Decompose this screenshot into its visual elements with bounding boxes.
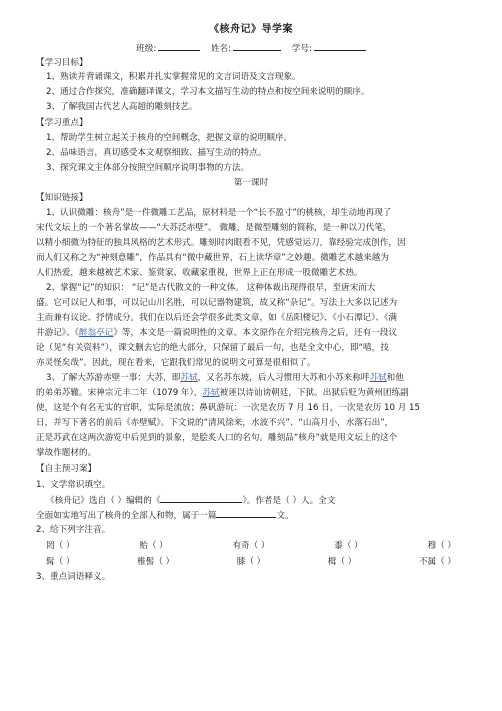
text-run: 文。 bbox=[276, 511, 294, 521]
paragraph-line: 正是苏武在这两次游览中后见到的景象，是脍炙人口的名句。雕刻品“核舟”就是用文坛上的这个 bbox=[36, 433, 398, 443]
text-run: 》。作者是（ ）人。全文 bbox=[242, 496, 336, 506]
paragraph-line: 论（见“有关资料”），课文删去它的绝大部分，只保留了最后一句，也是全文中心，即“嘻，技 bbox=[36, 343, 389, 353]
name-label: 姓名: bbox=[210, 44, 232, 54]
text-run: 井游记》、《 bbox=[36, 328, 79, 338]
text-run: 全面如实地写出了核舟的全部人和物，属于一篇 bbox=[36, 511, 217, 521]
name-blank[interactable] bbox=[233, 42, 281, 51]
phonetic-item[interactable]: 有奇（ ） bbox=[232, 541, 270, 551]
sushi-link[interactable]: 苏轼 bbox=[202, 388, 220, 398]
question-heading: 1、文学常识填空。 bbox=[36, 480, 111, 490]
goal-item: 3、了解我国古代艺人高超的雕刻技艺。 bbox=[46, 102, 198, 112]
text-run: 被诬以诗讪谤朝廷，下狱。出狱后贬为黄州团练副 bbox=[219, 388, 409, 398]
zuiwengting-link[interactable]: 醉翁亭记 bbox=[78, 328, 114, 338]
question-heading: 3、重点词语释义。 bbox=[36, 572, 111, 582]
paragraph-line: 使，这是个有名无实的官职，实际是流放；鼻矾游玩：一次是农历 7 月 16 日，一次是农历 10 月 15 bbox=[36, 403, 420, 413]
key-point-item: 3、探究课文主体部分按照空间顺序说明事物的方法。 bbox=[46, 163, 250, 173]
text-run: 和他 bbox=[386, 373, 404, 383]
book-title-blank[interactable] bbox=[160, 494, 242, 503]
paragraph-line: 而人们又称之为“神刻意雕”，作品具有“微中藏世界，石上读华章”之妙趣。微雕艺术越来越为 bbox=[36, 253, 389, 263]
paragraph-line: 掌故作题材的。 bbox=[36, 448, 97, 458]
phonetic-row bbox=[46, 540, 456, 553]
phonetic-item[interactable]: 黍（ ） bbox=[334, 541, 363, 551]
phonetic-item[interactable]: 楫（ ） bbox=[327, 557, 357, 567]
text-run: 《核舟记》选自（ ）编辑的《 bbox=[46, 496, 161, 506]
student-info-line bbox=[0, 42, 502, 54]
goal-item: 2、通过合作探究，准确翻译课文，学习本文描写生动的特点和按空间来说明的顺序。 bbox=[46, 87, 370, 97]
phonetic-item[interactable]: 穆（ ） bbox=[427, 541, 456, 551]
class-blank[interactable] bbox=[158, 42, 200, 51]
paragraph-line bbox=[36, 327, 397, 340]
id-blank[interactable] bbox=[314, 42, 366, 51]
paragraph-line: 1、认识微雕：核舟”是一件微雕工艺品，原材料是一个“长不盈寸”的桃核，却生动地再现了 bbox=[46, 208, 392, 218]
paragraph-line bbox=[36, 387, 409, 400]
paragraph-line bbox=[46, 372, 404, 385]
key-point-item: 2、品味语言，真切感受本文观察细致、描写生动的特点。 bbox=[46, 148, 267, 158]
document-title: 《核舟记》导学案 bbox=[209, 24, 293, 35]
class-label: 班级: bbox=[136, 44, 157, 54]
id-label: 学号: bbox=[291, 44, 312, 54]
text-run: 3、了解大苏游赤壁一事：大苏，即 bbox=[46, 373, 181, 383]
section-heading-preview: 【自主预习案】 bbox=[36, 464, 97, 474]
goal-item: 1、熟读并背诵课文，积累并扎实掌握常见的文言词语及文言现象。 bbox=[46, 72, 301, 82]
phonetic-item[interactable]: 罔（ ） bbox=[46, 541, 75, 551]
section-heading-knowledge: 【知识链接】 bbox=[36, 193, 88, 203]
question-line bbox=[36, 509, 294, 523]
paragraph-line: 主而兼有议论、抒情成分。我们在以后还会学很多此类文章，如《岳阳楼记》、《小石潭记》、《满 bbox=[36, 313, 397, 323]
text-run: ，又名苏东坡，后人习惯用大苏和小苏来称呼 bbox=[197, 373, 370, 383]
paragraph-line: 人们热爱，越来越被艺术家、鉴赏家、收藏家重视，世界上正在形成一股微雕艺术热。 bbox=[36, 268, 363, 278]
lesson-label: 第一课时 bbox=[233, 178, 269, 188]
paragraph-line: 以精小细微为特征的独具风格的艺术形式。雕刻时肉眼看不见，凭感觉运刀，靠经验完成创作，因 bbox=[36, 238, 406, 248]
sushi-link[interactable]: 苏轼 bbox=[369, 373, 387, 383]
phonetic-item[interactable]: 髯（ ） bbox=[46, 557, 75, 567]
phonetic-row bbox=[46, 556, 456, 569]
paragraph-line: 日，并写下著名的前后《赤壁赋》。下文说的“清风徐来，水波不兴”、“山高月小，水落石出”， bbox=[36, 418, 394, 428]
paragraph-line: 盛。它可以记人和事，可以记山川名胜，可以记器物建筑，故又称“杂记”。写法上大多以记述为 bbox=[36, 298, 398, 308]
genre-blank[interactable] bbox=[216, 509, 276, 518]
key-point-item: 1、帮助学生树立起关于核舟的空间概念，把握文章的说明顺序。 bbox=[46, 133, 293, 143]
question-heading: 2、给下列字注音。 bbox=[36, 525, 111, 535]
phonetic-item[interactable]: 膝（ ） bbox=[236, 557, 266, 567]
paragraph-line: 亦灵怪矣哉”。因此，现在看来，它跟我们常见的说明文可算是很相似了。 bbox=[36, 358, 316, 368]
phonetic-item[interactable]: 不属（ ） bbox=[418, 557, 456, 567]
sushi-link[interactable]: 苏轼 bbox=[180, 373, 198, 383]
phonetic-item[interactable]: 椎髻（ ） bbox=[137, 557, 175, 567]
text-run: 》等，本文是一篇说明性的文章。本文原作在介绍完核舟之后，还有一段议 bbox=[113, 328, 397, 338]
paragraph-line: 宋代文坛上的一个著名掌故——“大苏泛赤壁”。 微雕，是微型雕刻的简称，是一种以刀代笔， bbox=[36, 223, 392, 233]
phonetic-item[interactable]: 贻（ ） bbox=[139, 541, 168, 551]
question-line bbox=[46, 494, 335, 508]
paragraph-line: 2、掌握“记”的知识： “记”是古代散文的一种文体。 这种体裁出现得很早，至唐宋而大 bbox=[46, 283, 376, 293]
section-heading-key-points: 【学习重点】 bbox=[36, 118, 88, 128]
section-heading-goals: 【学习目标】 bbox=[36, 58, 88, 68]
text-run: 的弟弟苏辙。宋神宗元丰二年（1079 年）， bbox=[36, 388, 203, 398]
